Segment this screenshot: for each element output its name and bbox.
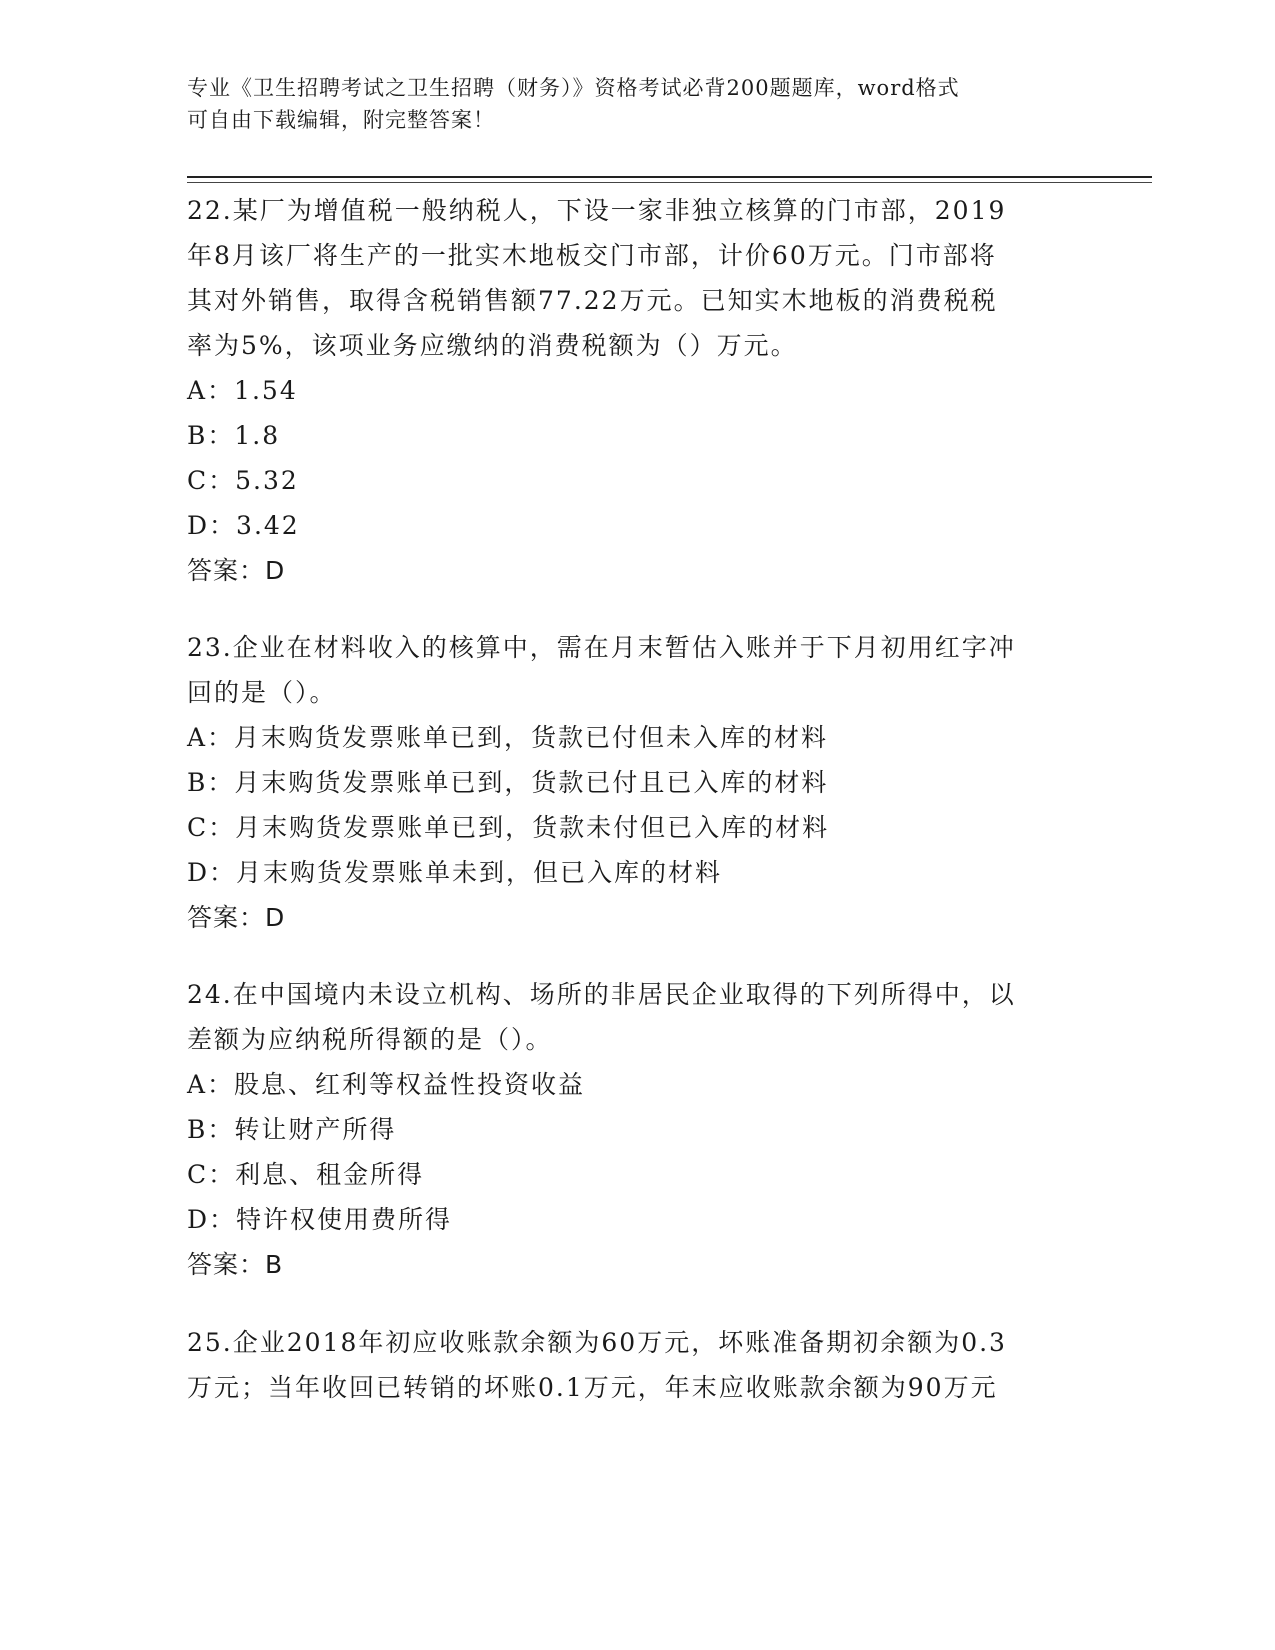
question-24: [187, 972, 1087, 1287]
option-c: C：利息、租金所得: [187, 1160, 425, 1189]
question-text-line: 万元；当年收回已转销的坏账0.1万元，年末应收账款余额为90万元: [187, 1373, 998, 1402]
question-text-line: 回的是（）。: [187, 678, 337, 707]
option-c: C：月末购货发票账单已到，货款未付但已入库的材料: [187, 813, 830, 842]
option-d: D：月末购货发票账单未到，但已入库的材料: [187, 858, 723, 887]
question-22: [187, 188, 1087, 593]
document-header: [187, 72, 1087, 136]
header-divider-thin: [187, 182, 1152, 183]
option-a: A：股息、红利等权益性投资收益: [187, 1070, 586, 1099]
answer-key: 答案：B: [187, 1250, 284, 1279]
option-a: A：月末购货发票账单已到，货款已付但未入库的材料: [187, 723, 829, 752]
question-text-line: 差额为应纳税所得额的是（）。: [187, 1025, 553, 1054]
question-text-line: 年8月该厂将生产的一批实木地板交门市部，计价60万元。门市部将: [187, 241, 997, 270]
option-d: D：特许权使用费所得: [187, 1205, 453, 1234]
option-b: B：1.8: [187, 421, 281, 450]
option-d: D：3.42: [187, 511, 300, 540]
answer-key: 答案：D: [187, 556, 286, 585]
header-divider-thick: [187, 176, 1152, 178]
option-b: B：转让财产所得: [187, 1115, 397, 1144]
header-line-1: 专业《卫生招聘考试之卫生招聘（财务）》资格考试必背200题题库，word格式: [187, 76, 960, 100]
header-line-2: 可自由下载编辑，附完整答案！: [187, 108, 495, 132]
question-text-line: 率为5%，该项业务应缴纳的消费税额为（）万元。: [187, 331, 798, 360]
option-c: C：5.32: [187, 466, 299, 495]
answer-key: 答案：D: [187, 903, 286, 932]
question-text-line: 24.在中国境内未设立机构、场所的非居民企业取得的下列所得中，以: [187, 980, 1016, 1009]
question-text-line: 23.企业在材料收入的核算中，需在月末暂估入账并于下月初用红字冲: [187, 633, 1016, 662]
question-text-line: 其对外销售，取得含税销售额77.22万元。已知实木地板的消费税税: [187, 286, 998, 315]
option-b: B：月末购货发票账单已到，货款已付且已入库的材料: [187, 768, 829, 797]
option-a: A：1.54: [187, 376, 298, 405]
question-text-line: 25.企业2018年初应收账款余额为60万元，坏账准备期初余额为0.3: [187, 1328, 1007, 1357]
question-23: [187, 625, 1087, 940]
question-text-line: 22.某厂为增值税一般纳税人，下设一家非独立核算的门市部，2019: [187, 196, 1007, 225]
question-25: [187, 1320, 1087, 1410]
